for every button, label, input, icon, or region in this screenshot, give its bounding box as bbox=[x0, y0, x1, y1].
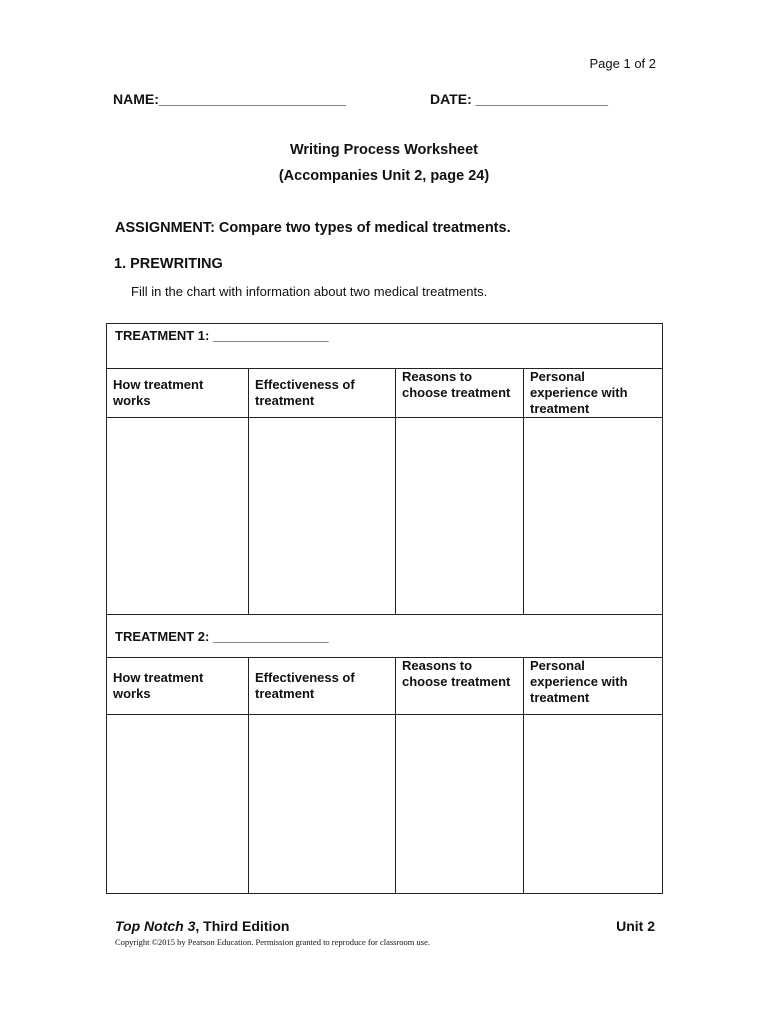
treatment-2-cell-how-works[interactable] bbox=[107, 715, 249, 894]
treatment-2-cell-personal-experience[interactable] bbox=[524, 715, 663, 894]
treatment-2-label[interactable]: TREATMENT 2: ________________ bbox=[107, 615, 663, 658]
section-instruction: Fill in the chart with information about two medical treatments. bbox=[131, 284, 488, 299]
assignment-text: ASSIGNMENT: Compare two types of medical treatments. bbox=[115, 220, 511, 236]
column-header-effectiveness: Effectiveness of treatment bbox=[249, 369, 396, 418]
treatment-2-cell-reasons[interactable] bbox=[396, 715, 524, 894]
column-header-reasons: Reasons to choose treatment bbox=[396, 369, 524, 418]
treatment-2-cell-effectiveness[interactable] bbox=[249, 715, 396, 894]
date-field[interactable]: DATE: _________________ bbox=[430, 91, 608, 107]
treatment-1-cell-reasons[interactable] bbox=[396, 418, 524, 615]
book-citation bbox=[115, 918, 289, 934]
worksheet-title: Writing Process Worksheet bbox=[289, 142, 479, 158]
treatment-chart bbox=[106, 323, 663, 894]
copyright-notice: Copyright ©2015 by Pearson Education. Permission granted to reproduce for classroom use. bbox=[115, 937, 430, 947]
column-header-effectiveness: Effectiveness of treatment bbox=[249, 658, 396, 715]
column-header-personal-experience: Personal experience with treatment bbox=[524, 369, 663, 418]
unit-label: Unit 2 bbox=[616, 918, 655, 934]
worksheet-subtitle: (Accompanies Unit 2, page 24) bbox=[278, 168, 490, 184]
page-number: Page 1 of 2 bbox=[589, 56, 656, 71]
book-edition: , Third Edition bbox=[195, 918, 290, 934]
column-header-how-works: How treatment works bbox=[107, 369, 249, 418]
treatment-1-cell-personal-experience[interactable] bbox=[524, 418, 663, 615]
treatment-1-cell-effectiveness[interactable] bbox=[249, 418, 396, 615]
book-title: Top Notch 3 bbox=[115, 918, 196, 934]
column-header-personal-experience: Personal experience with treatment bbox=[524, 658, 663, 715]
column-header-reasons: Reasons to choose treatment bbox=[396, 658, 524, 715]
treatment-1-cell-how-works[interactable] bbox=[107, 418, 249, 615]
treatment-1-label[interactable]: TREATMENT 1: ________________ bbox=[107, 324, 663, 369]
name-field[interactable]: NAME:________________________ bbox=[113, 91, 346, 107]
section-heading: 1. PREWRITING bbox=[114, 256, 223, 272]
column-header-how-works: How treatment works bbox=[107, 658, 249, 715]
